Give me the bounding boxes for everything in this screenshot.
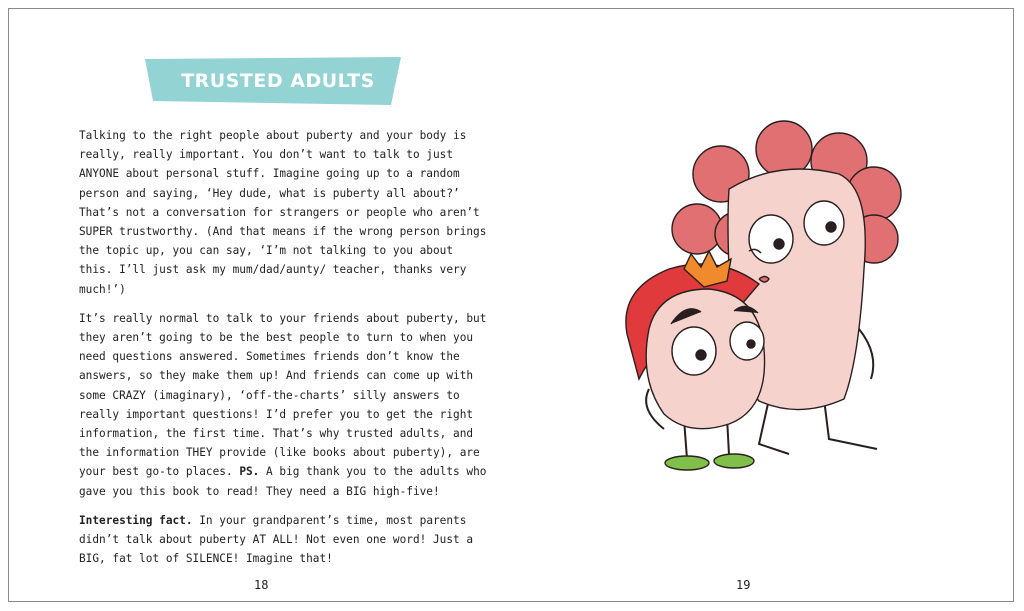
paragraph-2-main: It’s really normal to talk to your friends about puberty, but they aren’t going to be the best people to turn to when you need questions answered. Sometimes friends don’t know the answers, so they make them up! And friends can come up with some CRAZY (imaginary), ‘off-the-charts’ silly answers to really important questions! I’d prefer you to get the right information, the first time. That’s why trusted adults, and the information THEY provide (like books about puberty), are your best go-to places.: [79, 311, 487, 479]
page-number-right: 19: [736, 578, 751, 592]
paragraph-2: [79, 309, 489, 501]
boy-character: [626, 251, 765, 470]
paragraph-3: [79, 511, 489, 569]
section-banner: [145, 57, 401, 105]
page-number-left: 18: [254, 578, 269, 592]
interesting-fact-label: Interesting fact.: [79, 513, 193, 527]
section-title: TRUSTED ADULTS: [181, 70, 375, 92]
paragraph-1: Talking to the right people about puberty and your body is really, really important. You don’t want to talk to just ANYONE about personal stuff. Imagine going up to a random person and saying, ‘Hey dude, what is puberty all about?’ That’s not a conversation for strangers or people who aren’t SUPER trustworthy. (And that means if the wrong person brings the topic up, you can say, ‘I’m not talking to you about this. I’ll just ask my mum/dad/aunty/ teacher, thanks very much!’): [79, 129, 487, 296]
ps-text: A big thank you to the adults who gave you this book to read! They need a BIG high-five!: [79, 465, 487, 498]
body-text: [79, 126, 489, 578]
cartoon-characters-illustration: [609, 119, 929, 479]
book-spread: [8, 8, 1014, 602]
ps-label: PS.: [239, 465, 260, 479]
interesting-fact-text: In your grandparent’s time, most parents didn’t talk about puberty AT ALL! Not even one word! Just a BIG, fat lot of SILENCE! Imagine that!: [79, 513, 474, 566]
